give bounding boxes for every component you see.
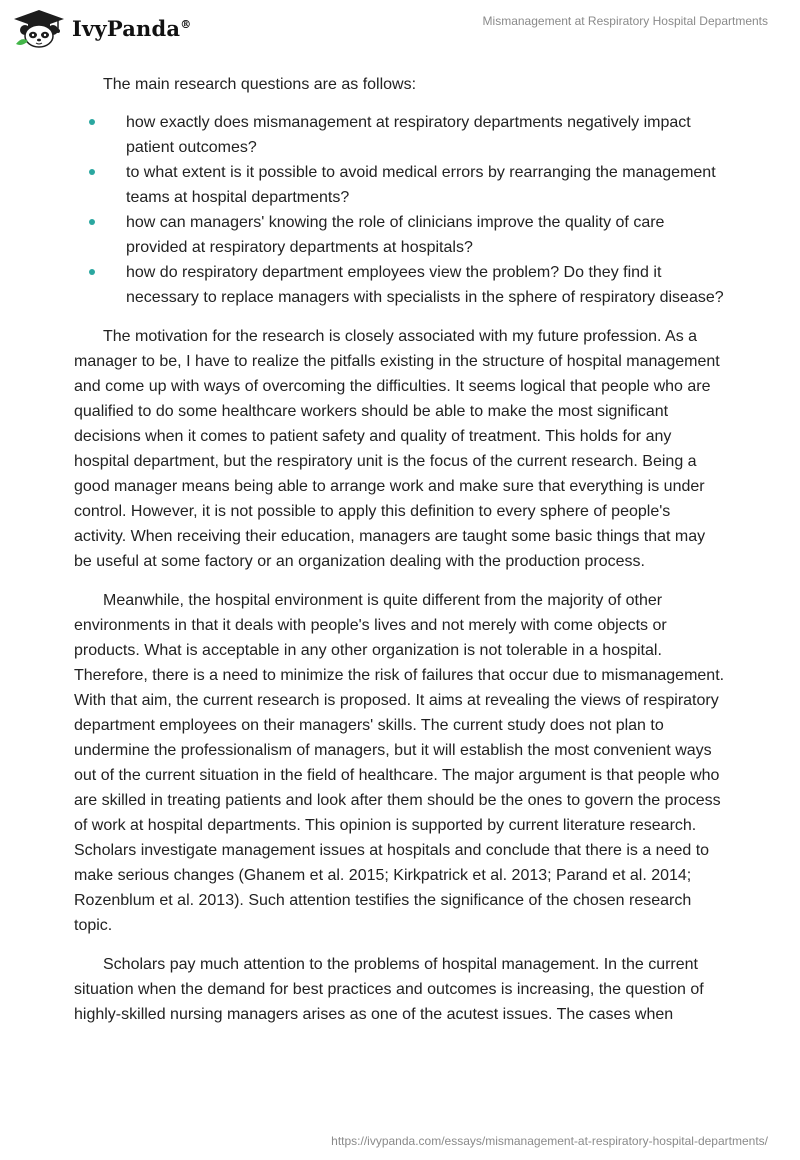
page-header <box>0 0 800 60</box>
brand-logo[interactable] <box>12 8 191 48</box>
list-item <box>74 260 726 310</box>
paragraph-motivation: The motivation for the research is closely associated with my future profession. As a manager to be, I have to realize the pitfalls existing in the structure of hospital management and come up with ways of overcoming the difficulties. It seems logical that people who are qualified to do some healthcare workers should be able to make the most significant decisions when it comes to patient safety and quality of treatment. This holds for any hospital department, but the respiratory unit is the focus of the current research. Being a good manager means being able to arrange work and make sure that everything is under control. However, it is not possible to apply this definition to every sphere of people's activity. When receiving their education, managers are taught some basic things that may be useful at some factory or an organization dealing with the production process. <box>74 328 720 570</box>
bullet-icon <box>89 119 95 125</box>
research-questions-list <box>74 110 726 310</box>
source-url[interactable]: https://ivypanda.com/essays/mismanagement-at-respiratory-hospital-departments/ <box>331 1134 768 1148</box>
question-text: to what extent is it possible to avoid medical errors by rearranging the management teams at hospital departments? <box>126 164 716 206</box>
question-text: how do respiratory department employees view the problem? Do they find it necessary to replace managers with specialists in the sphere of respiratory disease? <box>126 264 724 306</box>
document-body <box>74 72 726 1041</box>
list-item <box>74 160 726 210</box>
list-item <box>74 110 726 160</box>
panda-graduate-icon <box>12 8 66 48</box>
question-text: how exactly does mismanagement at respiratory departments negatively impact patient outcomes? <box>126 114 691 156</box>
paragraph-hospital-environment: Meanwhile, the hospital environment is quite different from the majority of other environments in that it deals with people's lives and not merely with come objects or products. What is acceptable in any other organization is not tolerable in a hospital. Therefore, there is a need to minimize the risk of failures that occur due to mismanagement. With that aim, the current research is proposed. It aims at revealing the views of respiratory department employees on their managers' skills. The current study does not plan to undermine the professionalism of managers, but it will establish the most convenient ways out of the current situation in the field of healthcare. The major argument is that people who are skilled in treating patients and look after them should be the ones to govern the process of work at hospital departments. This opinion is supported by current literature research. Scholars investigate management issues at hospitals and conclude that there is a need to make serious changes (Ghanem et al. 2015; Kirkpatrick et al. 2013; Parand et al. 2014; Rozenblum et al. 2013). Such attention testifies the significance of the chosen research topic. <box>74 592 725 934</box>
questions-intro: The main research questions are as follows: <box>103 76 417 93</box>
bullet-icon <box>89 169 95 175</box>
list-item <box>74 210 726 260</box>
bullet-icon <box>89 269 95 275</box>
question-text: how can managers' knowing the role of clinicians improve the quality of care provided at respiratory departments at hospitals? <box>126 214 665 256</box>
bullet-icon <box>89 219 95 225</box>
brand-name: IvyPanda® <box>72 15 192 41</box>
paragraph-scholars: Scholars pay much attention to the problems of hospital management. In the current situation when the demand for best practices and outcomes is increasing, the question of highly-skilled nursing managers arises as one of the acutest issues. The cases when <box>74 956 704 1023</box>
document-title: Mismanagement at Respiratory Hospital Departments <box>482 14 768 28</box>
